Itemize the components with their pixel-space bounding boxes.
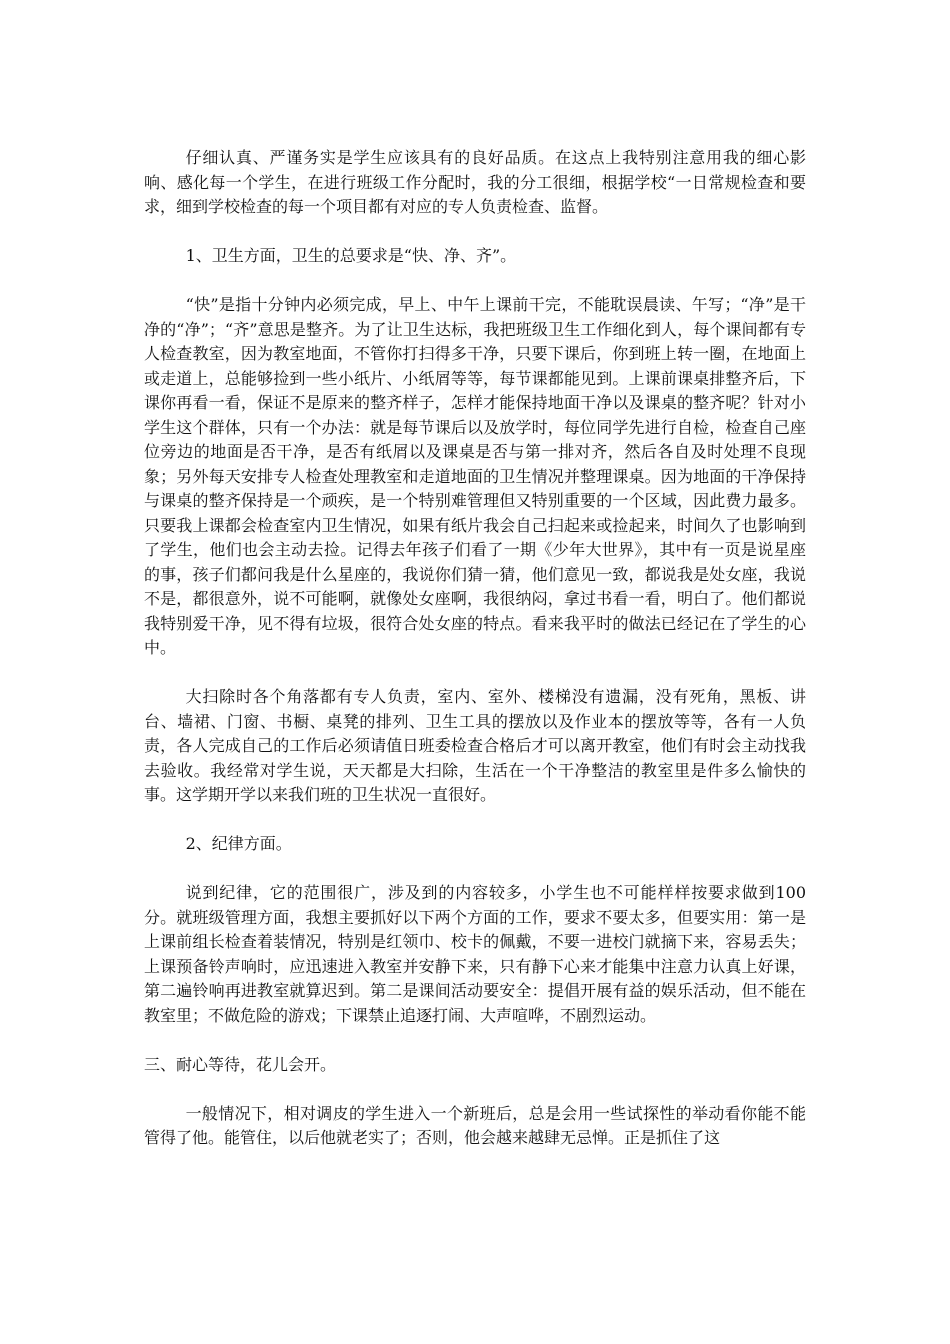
paragraph-attention-to-detail: 仔细认真、严谨务实是学生应该具有的良好品质。在这点上我特别注意用我的细心影响、感化每一个学生，在进行班级工作分配时，我的分工很细，根据学校“一日常规检查和要求，细到学校检查的每一个项目都有对应的专人负责检查、监督。 bbox=[144, 148, 806, 216]
paragraph-cleaning: 大扫除时各个角落都有专人负责，室内、室外、楼梯没有遗漏，没有死角，黑板、讲台、墙裙、门窗、书橱、桌凳的排列、卫生工具的摆放以及作业本的摆放等等，各有一人负责，各人完成自己的工作后必须请值日班委检查合格后才可以离开教室，他们有时会主动找我去验收。我经常对学生说，天天都是大扫除，生活在一个干净整洁的教室里是件多么愉快的事。这学期开学以来我们班的卫生状况一直很好。 bbox=[144, 687, 806, 804]
section-heading-patience: 三、耐心等待，花儿会开。 bbox=[144, 1054, 337, 1074]
paragraph-hygiene-heading: 1、卫生方面，卫生的总要求是“快、净、齐”。 bbox=[185, 246, 517, 265]
document-body bbox=[144, 146, 806, 1175]
paragraph-discipline-heading: 2、纪律方面。 bbox=[185, 834, 292, 853]
paragraph-patience: 一般情况下，相对调皮的学生进入一个新班后，总是会用一些试探性的举动看你能不能管得了他。能管住，以后他就老实了；否则，他会越来越肆无忌惮。正是抓住了这 bbox=[144, 1103, 806, 1147]
paragraph-hygiene-details: “快”是指十分钟内必须完成，早上、中午上课前干完，不能耽误晨读、午写；“净”是干净的“净”；“齐”意思是整齐。为了让卫生达标，我把班级卫生工作细化到人，每个课间都有专人检查教室，因为教室地面，不管你打扫得多干净，只要下课后，你到班上转一圈，在地面上或走道上，总能够捡到一些小纸片、小纸屑等等，每节课都能见到。上课前课桌排整齐后，下课你再看一看，保证不是原来的整齐样子，怎样才能保持地面干净以及课桌的整齐呢？针对小学生这个群体，只有一个办法：就是每节课后以及放学时，每位同学先进行自检，检查自己座位旁边的地面是否干净，是否有纸屑以及课桌是否与第一排对齐，然后各自及时处理不良现象；另外每天安排专人检查处理教室和走道地面的卫生情况并整理课桌。因为地面的干净保持与课桌的整齐保持是一个顽疾，是一个特别难管理但又特别重要的一个区域，因此费力最多。只要我上课都会检查室内卫生情况，如果有纸片我会自己扫起来或捡起来，时间久了也影响到了学生，他们也会主动去捡。记得去年孩子们看了一期《少年大世界》，其中有一页是说星座的事，孩子们都问我是什么星座的，我说你们猜一猜，他们意见一致，都说我是处女座，我说不是，都很意外，说不可能啊，就像处女座啊，我很纳闷，拿过书看一看，明白了。他们都说我特别爱干净，见不得有垃圾，很符合处女座的特点。看来我平时的做法已经记在了学生的心中。 bbox=[144, 295, 806, 657]
paragraph-discipline-details: 说到纪律，它的范围很广，涉及到的内容较多，小学生也不可能样样按要求做到100分。就班级管理方面，我想主要抓好以下两个方面的工作，要求不要太多，但要实用：第一是上课前组长检查着装情况，特别是红领巾、校卡的佩戴，不要一进校门就摘下来，容易丢失；上课预备铃声响时，应迅速进入教室并安静下来，只有静下心来才能集中注意力认真上好课，第二遍铃响再进教室就算迟到。第二是课间活动要安全：提倡开展有益的娱乐活动，但不能在教室里；不做危险的游戏；下课禁止追逐打闹、大声喧哗，不剧烈运动。 bbox=[144, 883, 806, 1025]
